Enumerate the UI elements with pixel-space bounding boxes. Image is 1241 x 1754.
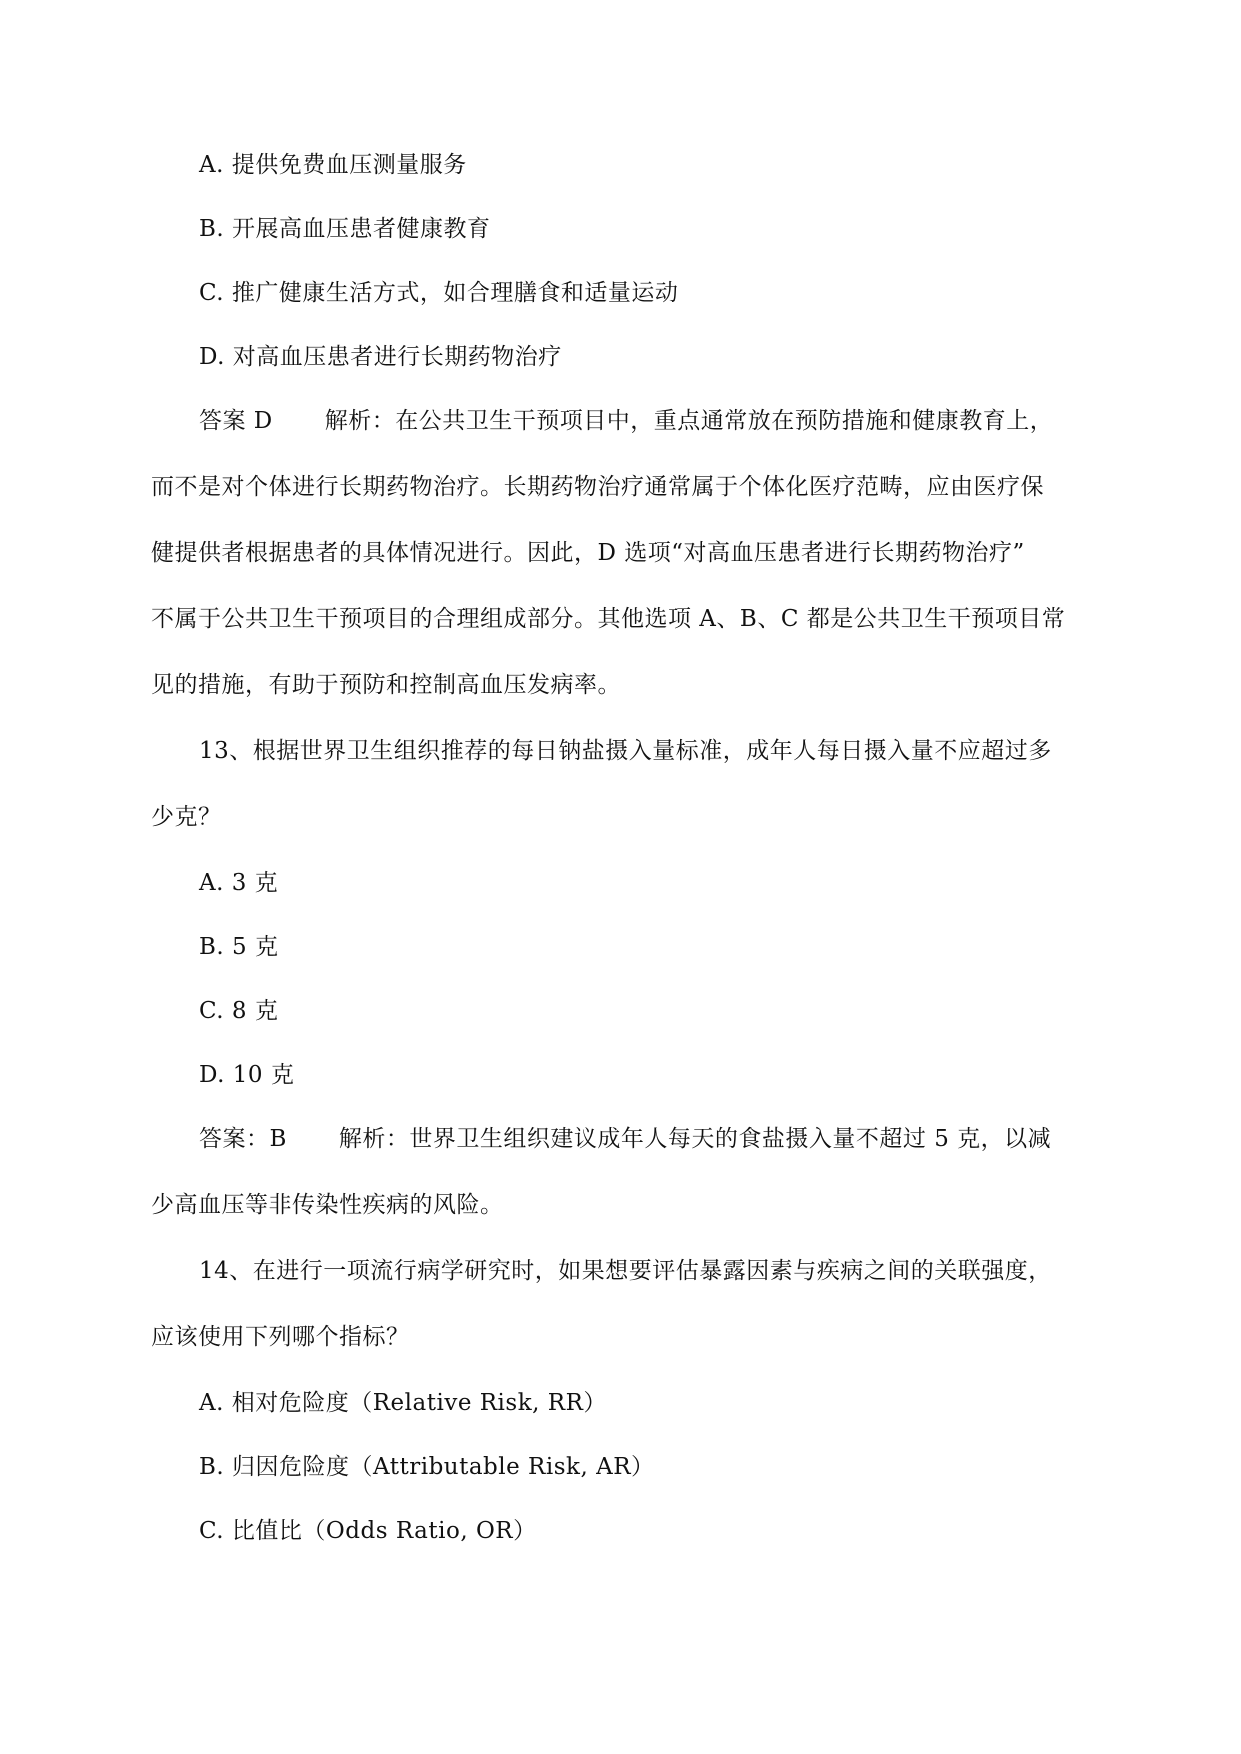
q12-option-c: C. 推广健康生活方式，如合理膳食和适量运动 (199, 280, 679, 306)
q12-option-d: D. 对高血压患者进行长期药物治疗 (199, 344, 562, 370)
q13-question-line-2: 少克？ (151, 804, 222, 830)
q12-option-b: B. 开展高血压患者健康教育 (199, 216, 491, 242)
q14-option-a: A. 相对危险度（Relative Risk, RR） (199, 1390, 607, 1416)
q12-answer-line (199, 406, 1053, 436)
q14-question-line-1: 14、在进行一项流行病学研究时，如果想要评估暴露因素与疾病之间的关联强度， (199, 1258, 1052, 1284)
q13-answer-line (199, 1124, 1051, 1154)
q14-question-line-2: 应该使用下列哪个指标？ (151, 1324, 410, 1350)
q12-explanation-line-1: 解析：在公共卫生干预项目中，重点通常放在预防措施和健康教育上， (324, 408, 1054, 434)
q12-explanation-line-4: 不属于公共卫生干预项目的合理组成部分。其他选项 A、B、C 都是公共卫生干预项目常 (151, 606, 1066, 632)
q13-option-d: D. 10 克 (199, 1062, 295, 1088)
q12-explanation-line-5: 见的措施，有助于预防和控制高血压发病率。 (151, 672, 621, 698)
q13-option-b: B. 5 克 (199, 934, 279, 960)
q12-option-a: A. 提供免费血压测量服务 (199, 152, 467, 178)
q13-explanation-line-2: 少高血压等非传染性疾病的风险。 (151, 1192, 504, 1218)
q14-option-b: B. 归因危险度（Attributable Risk, AR） (199, 1454, 655, 1480)
q12-explanation-line-3: 健提供者根据患者的具体情况进行。因此，D 选项“对高血压患者进行长期药物治疗” (151, 540, 1025, 566)
q13-explanation-line-1: 解析：世界卫生组织建议成年人每天的食盐摄入量不超过 5 克，以减 (338, 1126, 1052, 1152)
q13-option-c: C. 8 克 (199, 998, 279, 1024)
q13-answer: 答案：B (199, 1126, 287, 1152)
q12-answer: 答案 D (199, 408, 273, 434)
q13-question-line-1: 13、根据世界卫生组织推荐的每日钠盐摄入量标准，成年人每日摄入量不应超过多 (199, 738, 1052, 764)
q14-option-c: C. 比值比（Odds Ratio, OR） (199, 1518, 537, 1544)
q12-explanation-line-2: 而不是对个体进行长期药物治疗。长期药物治疗通常属于个体化医疗范畴，应由医疗保 (151, 474, 1044, 500)
q13-option-a: A. 3 克 (199, 870, 279, 896)
